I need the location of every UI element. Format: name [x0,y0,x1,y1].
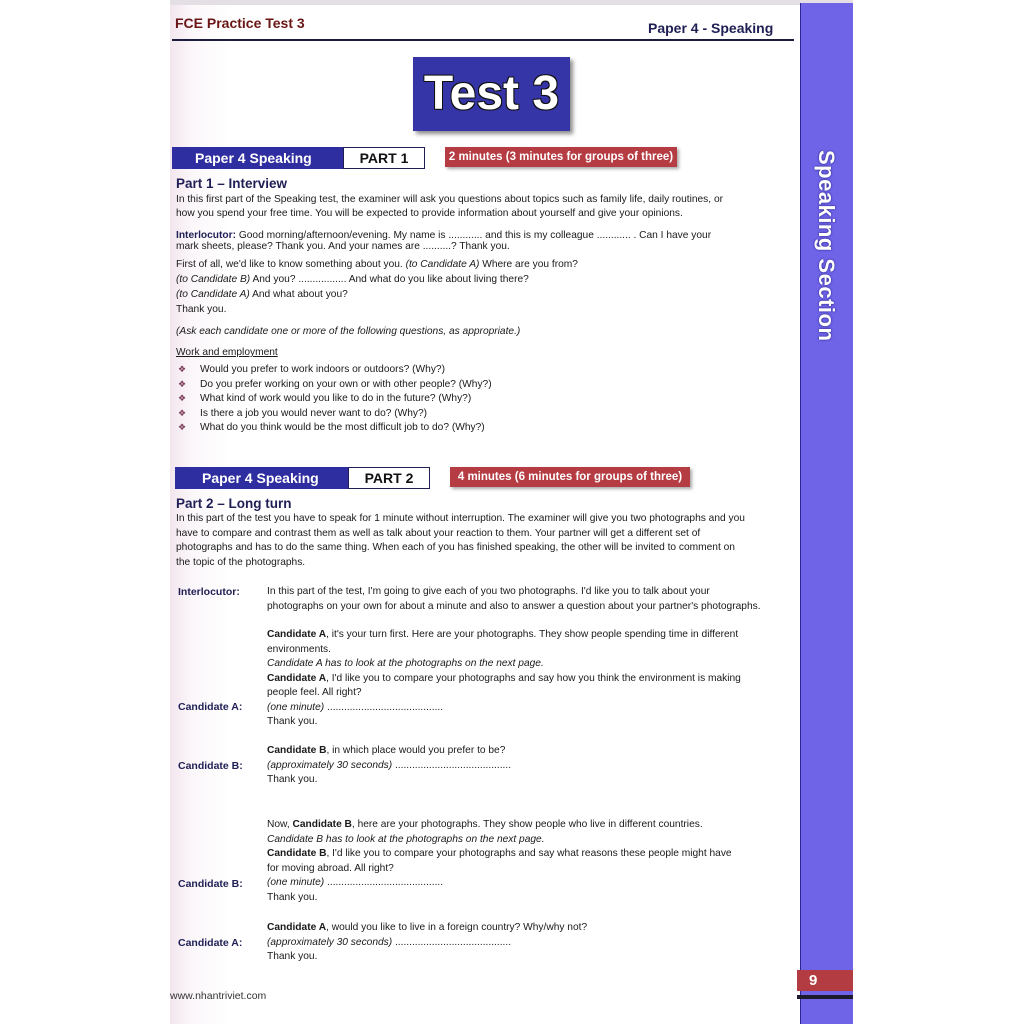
part1-paper-label: Paper 4 Speaking [172,147,350,169]
part1-part-label: PART 1 [343,147,425,169]
page-number: 9 [797,970,853,991]
part2-paper-label: Paper 4 Speaking [175,467,353,489]
speaker-label-candidate-b: Candidate B: [178,878,243,890]
diamond-bullet-icon: ❖ [178,422,187,432]
question-item: ❖ Do you prefer working on your own or with other people? (Why?) [178,378,492,390]
part1-to-candidate-b: (to Candidate B) And you? ................. And what do you like about living there? [176,274,529,285]
part2-heading: Part 2 – Long turn [176,496,292,511]
part1-heading: Part 1 – Interview [176,176,288,191]
header-rule [172,39,794,41]
candidate-b-followup: Candidate B, in which place would you prefer to be? (approximately 30 seconds) ......................................... Thank you. [267,745,512,785]
page-number-rule [797,995,853,999]
diamond-bullet-icon: ❖ [178,378,187,389]
speaker-label-candidate-a: Candidate A: [178,937,243,949]
interlocutor-intro: In this part of the test, I'm going to give each of you two photographs. I'd like you to talk about your photographs on your own for about a minute and also to answer a question about your partner's photographs. [267,586,761,612]
part1-time-label: 2 minutes (3 minutes for groups of three) [445,147,677,167]
question-item: ❖ Would you prefer to work indoors or outdoors? (Why?) [178,364,445,375]
part2-time-label: 4 minutes (6 minutes for groups of three) [450,467,690,487]
part2-header-bar [175,467,695,489]
part1-intro-line2: how you spend your free time. You will be expected to provide information about yourself and give your opinions. [176,208,683,219]
part1-thanks: Thank you. [176,304,227,315]
part1-intro-line1: In this first part of the Speaking test, the examiner will ask you questions about topics such as family life, daily routines, or [176,194,723,205]
part1-to-candidate-a: (to Candidate A) And what about you? [176,289,348,300]
running-header-right: Paper 4 - Speaking [648,20,774,36]
part1-instruction: (Ask each candidate one or more of the following questions, as appropriate.) [176,326,521,337]
diamond-bullet-icon: ❖ [178,393,187,403]
footer-url: www.nhantriviet.com [170,990,267,1002]
part1-question-list [178,362,492,435]
test-title-box [413,57,570,131]
question-item: ❖ Is there a job you would never want to do? (Why?) [178,407,428,419]
part2-intro-line: have to compare and contrast them as well as talk about your reaction to them. Your partner will get a different set of [176,528,701,539]
part1-topic: Work and employment [176,347,278,358]
part2-intro-line: photographs and has to do the same thing. When each of you has finished speaking, the other will be invited to comment on [176,542,735,553]
speaker-label-interlocutor: Interlocutor: [178,586,240,598]
candidate-a-followup: Candidate A, would you like to live in a foreign country? Why/why not? (approximately 30 seconds) ......................................... Thank you. [267,922,588,962]
speaker-label-candidate-a: Candidate A: [178,701,243,713]
running-header-left: FCE Practice Test 3 [175,15,305,31]
part1-interlocutor-line2: mark sheets, please? Thank you. And your names are ..........? Thank you. [176,241,510,252]
part1-first-of-all: First of all, we'd like to know something about you. (to Candidate A) Where are you from? [176,259,578,270]
speaker-label-candidate-b: Candidate B: [178,760,243,772]
page-top-edge [170,0,853,5]
part2-intro-line: the topic of the photographs. [176,557,306,568]
part2-part-label: PART 2 [348,467,430,489]
question-item: ❖ What kind of work would you like to do in the future? (Why?) [178,393,472,404]
test-title: Test 3 [423,67,560,120]
diamond-bullet-icon: ❖ [178,407,187,418]
part2-intro-line: In this part of the test you have to speak for 1 minute without interruption. The examiner will give you two photographs and you [176,513,745,524]
question-item: ❖ What do you think would be the most difficult job to do? (Why?) [178,422,485,433]
candidate-b-turn: Now, Candidate B, here are your photographs. They show people who live in different countries. Candidate B has to look at the photographs on the next page. Candidate B, I'd like you to compare your photographs and say what reasons these people might have for moving abroad. All right? (one minute) ......................................... Thank you. [267,819,732,903]
candidate-a-turn: Candidate A, it's your turn first. Here are your photographs. They show people spending time in different environments. Candidate A has to look at the photographs on the next page. Candidate A, I'd like you to compare your photographs and say how you think the environment is making people feel. All right? (one minute) ......................................... Thank you. [267,629,741,727]
section-side-label: Speaking Section [814,150,839,342]
interlocutor-label: Interlocutor: [176,230,236,241]
part1-interlocutor-line1: Interlocutor: Good morning/afternoon/evening. My name is ............ and this is my colleague ............ . Can I have your [176,230,712,241]
diamond-bullet-icon: ❖ [178,364,187,374]
part1-header-bar [172,147,682,169]
